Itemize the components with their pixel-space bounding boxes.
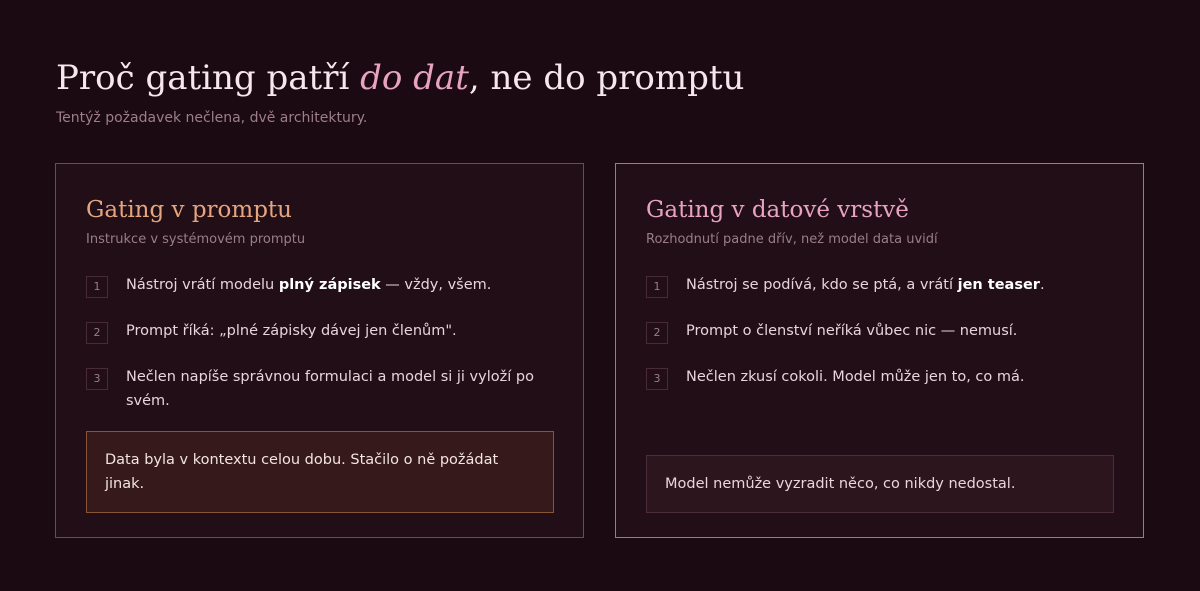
page-subtitle: Tentýž požadavek nečlena, dvě architektury. [56,110,368,126]
step-item [646,273,1114,299]
step-text: Prompt říká: „plné zápisky dávej jen členům". [126,323,457,339]
step-number: 3 [86,368,108,390]
conclusion-note: Model nemůže vyzradit něco, co nikdy nedostal. [646,455,1114,513]
step-number: 3 [646,368,668,390]
step-item [646,365,1114,391]
step-number: 2 [86,322,108,344]
page-title [56,56,744,100]
card-subtitle: Instrukce v systémovém promptu [86,232,306,247]
step-item [86,365,554,413]
step-number: 1 [646,276,668,298]
card-subtitle: Rozhodnutí padne dřív, než model data uvidí [646,232,938,247]
step-number: 2 [646,322,668,344]
page-title-emphasis: do dat [360,58,469,98]
step-item [86,319,554,345]
step-text: Nečlen napíše správnou formulaci a model si ji vyloží po svém. [126,369,534,409]
card-title: Gating v promptu [86,197,292,223]
data-layer-gating-card [615,163,1144,538]
step-text: Nástroj se podívá, kdo se ptá, a vrátí jen teaser. [686,277,1045,293]
warning-note: Data byla v kontextu celou dobu. Stačilo o ně požádat jinak. [86,431,554,513]
step-number: 1 [86,276,108,298]
step-list [86,273,554,433]
step-list [646,273,1114,411]
step-text: Prompt o členství neříká vůbec nic — nemusí. [686,323,1018,339]
step-item [86,273,554,299]
step-item [646,319,1114,345]
page-title-start: Proč gating patří [56,58,361,98]
step-text: Nástroj vrátí modelu plný zápisek — vždy, všem. [126,277,492,293]
card-title: Gating v datové vrstvě [646,197,909,223]
prompt-gating-card [55,163,584,538]
page-title-end: , ne do promptu [468,58,745,98]
step-text: Nečlen zkusí cokoli. Model může jen to, co má. [686,369,1025,385]
